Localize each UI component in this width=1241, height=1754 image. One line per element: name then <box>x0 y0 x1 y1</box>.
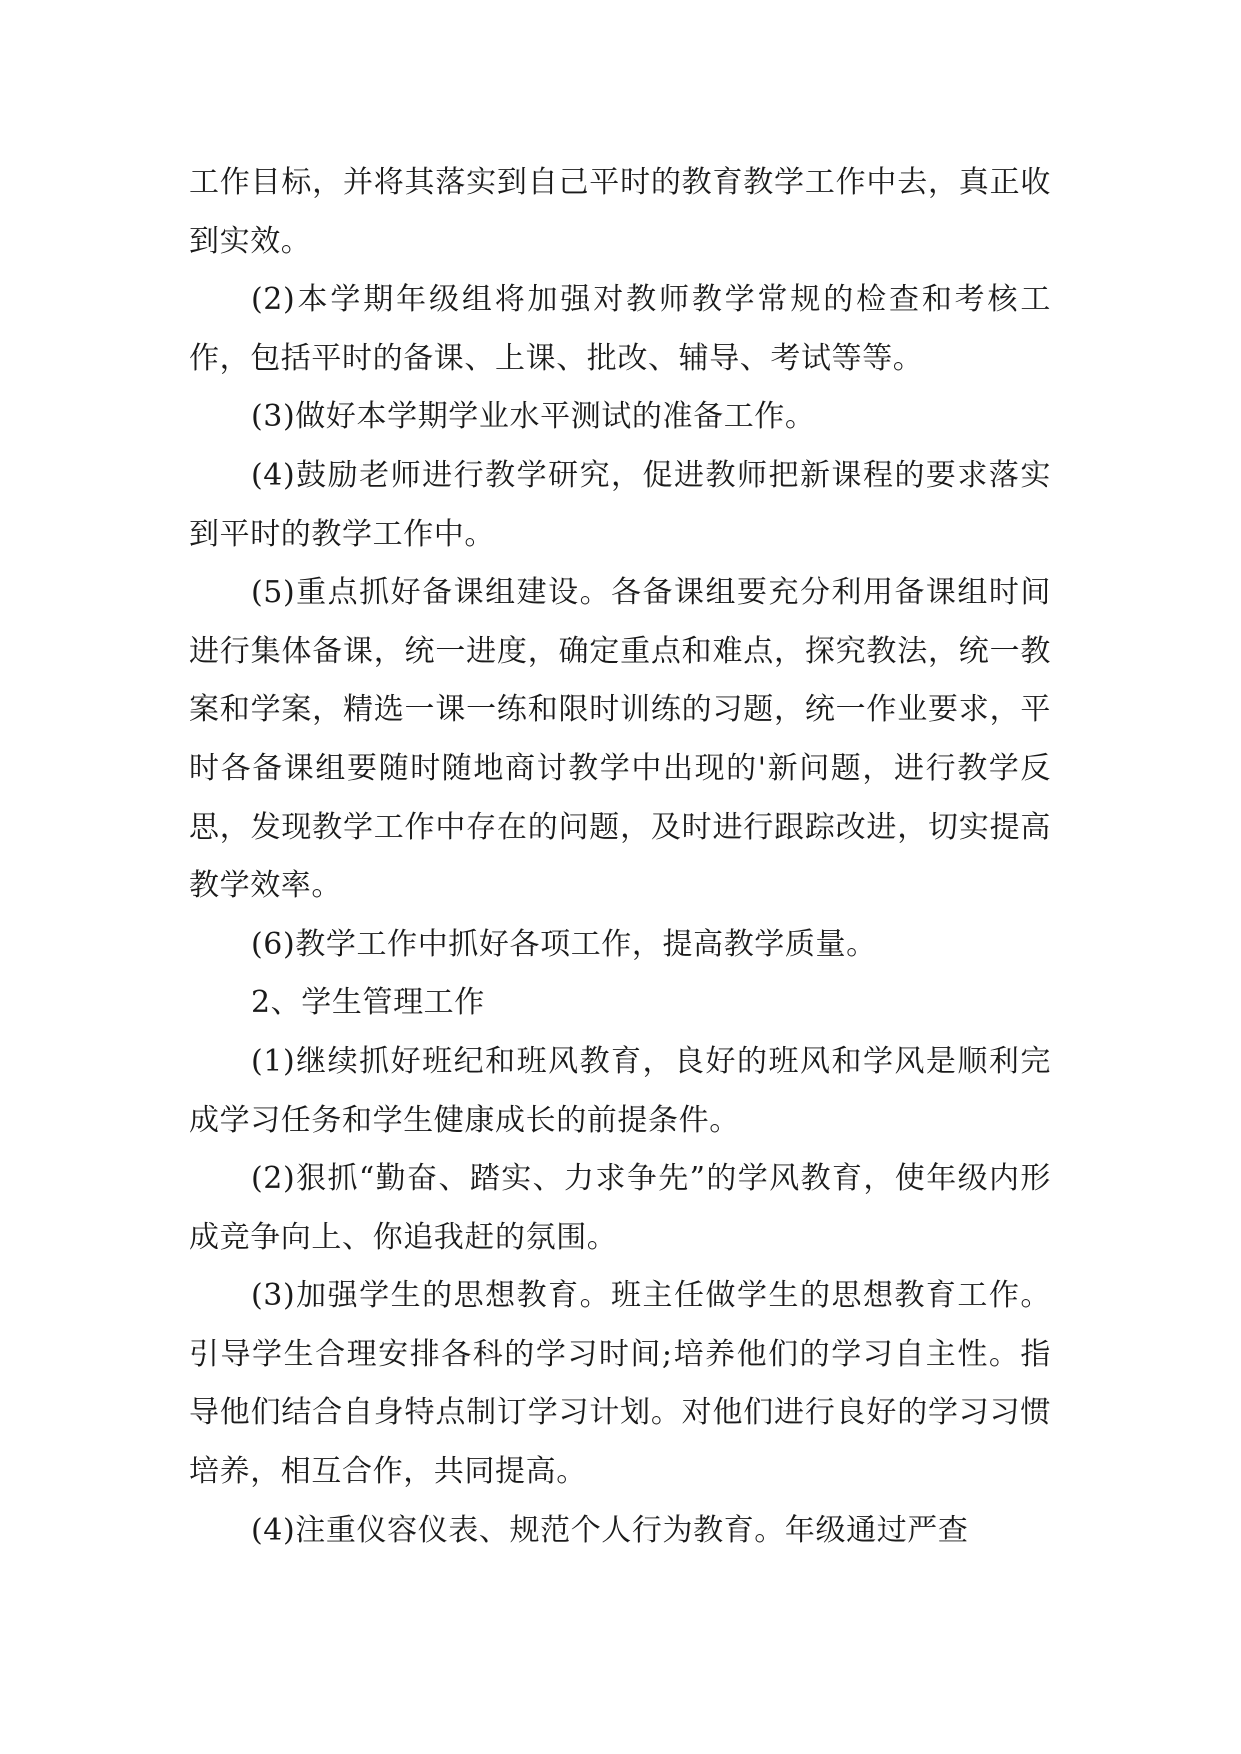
paragraph: (3)加强学生的思想教育。班主任做学生的思想教育工作。引导学生合理安排各科的学习时间;培养他们的学习自主性。指导他们结合自身特点制订学习计划。对他们进行良好的学习习惯培养，相互合作，共同提高。 <box>189 1278 1051 1490</box>
paragraph: (2)本学期年级组将加强对教师教学常规的检查和考核工作，包括平时的备课、上课、批改、辅导、考试等等。 <box>189 282 1051 376</box>
paragraph: 工作目标，并将其落实到自己平时的教育教学工作中去，真正收到实效。 <box>189 165 1051 259</box>
paragraph: (3)做好本学期学业水平测试的准备工作。 <box>251 399 816 435</box>
paragraph: (5)重点抓好备课组建设。各备课组要充分利用备课组时间进行集体备课，统一进度，确定重点和难点，探究教法，统一教案和学案，精选一课一练和限时训练的习题，统一作业要求，平时各备课组要随时随地商讨教学中出现的'新问题，进行教学反思，发现教学工作中存在的问题，及时进行跟踪改进，切实提高教学效率。 <box>189 575 1051 904</box>
paragraph: (2)狠抓“勤奋、踏实、力求争先”的学风教育，使年级内形成竞争向上、你追我赶的氛围。 <box>189 1161 1051 1255</box>
paragraph: (4)注重仪容仪表、规范个人行为教育。年级通过严查 <box>251 1512 969 1548</box>
paragraph: (6)教学工作中抓好各项工作，提高教学质量。 <box>251 926 877 962</box>
paragraph: (4)鼓励老师进行教学研究，促进教师把新课程的要求落实到平时的教学工作中。 <box>189 457 1051 552</box>
document-body <box>189 154 1051 1560</box>
paragraph: (1)继续抓好班纪和班风教育，良好的班风和学风是顺利完成学习任务和学生健康成长的前提条件。 <box>189 1043 1051 1138</box>
section-heading: 2、学生管理工作 <box>251 985 485 1021</box>
